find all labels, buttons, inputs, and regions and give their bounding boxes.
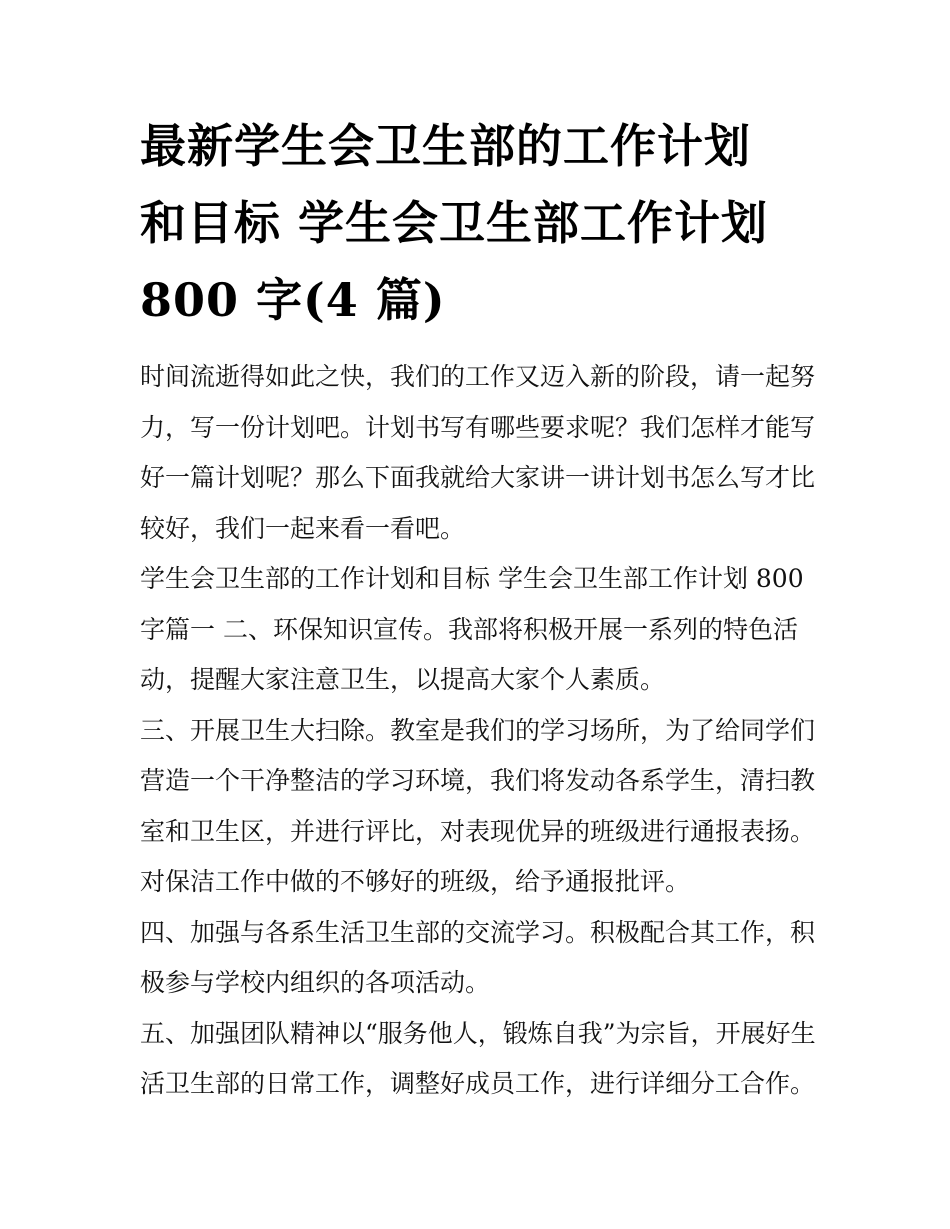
- document-body: [140, 352, 820, 1110]
- text-line: 五、加强团队精神以“服务他人，锻炼自我”为宗旨，开展好生: [140, 1018, 816, 1048]
- text-line: 学生会卫生部的工作计划和目标 学生会卫生部工作计划 800: [140, 564, 804, 593]
- text-line: 较好，我们一起来看一看吧。: [140, 513, 466, 543]
- paragraph-intro: [140, 352, 820, 554]
- text-line: 时间流逝得如此之快，我们的工作又迈入新的阶段，请一起努: [140, 362, 816, 391]
- text-line: 好一篇计划呢？那么下面我就给大家讲一讲计划书怎么写才比: [140, 463, 816, 492]
- text-line: 营造一个干净整洁的学习环境，我们将发动各系学生，清扫教: [140, 766, 816, 795]
- text-line: 三、开展卫生大扫除。教室是我们的学习场所，为了给同学们: [140, 715, 816, 745]
- text-line: 力，写一份计划吧。计划书写有哪些要求呢？我们怎样才能写: [140, 412, 816, 442]
- paragraph-section-5: [140, 1009, 820, 1110]
- text-line: 字篇一 二、环保知识宣传。我部将积极开展一系列的特色活: [140, 614, 798, 644]
- text-line: 动，提醒大家注意卫生，以提高大家个人素质。: [140, 665, 666, 694]
- text-line: 四、加强与各系生活卫生部的交流学习。积极配合其工作，积: [140, 917, 816, 947]
- title-line: 800 字(4 篇): [140, 273, 446, 327]
- document-title: [140, 108, 820, 339]
- text-line: 极参与学校内组织的各项活动。: [140, 968, 491, 997]
- paragraph-section-3: [140, 706, 820, 908]
- paragraph-section-4: [140, 908, 820, 1009]
- text-line: 室和卫生区，并进行评比，对表现优异的班级进行通报表扬。: [140, 816, 816, 846]
- text-line: 对保洁工作中做的不够好的班级，给予通报批评。: [140, 867, 691, 896]
- title-line: 和目标 学生会卫生部工作计划: [140, 196, 769, 250]
- text-line: 活卫生部的日常工作，调整好成员工作，进行详细分工合作。: [140, 1069, 816, 1098]
- title-line: 最新学生会卫生部的工作计划: [140, 119, 751, 173]
- paragraph-section-1: [140, 554, 820, 706]
- document-page: [140, 108, 820, 1110]
